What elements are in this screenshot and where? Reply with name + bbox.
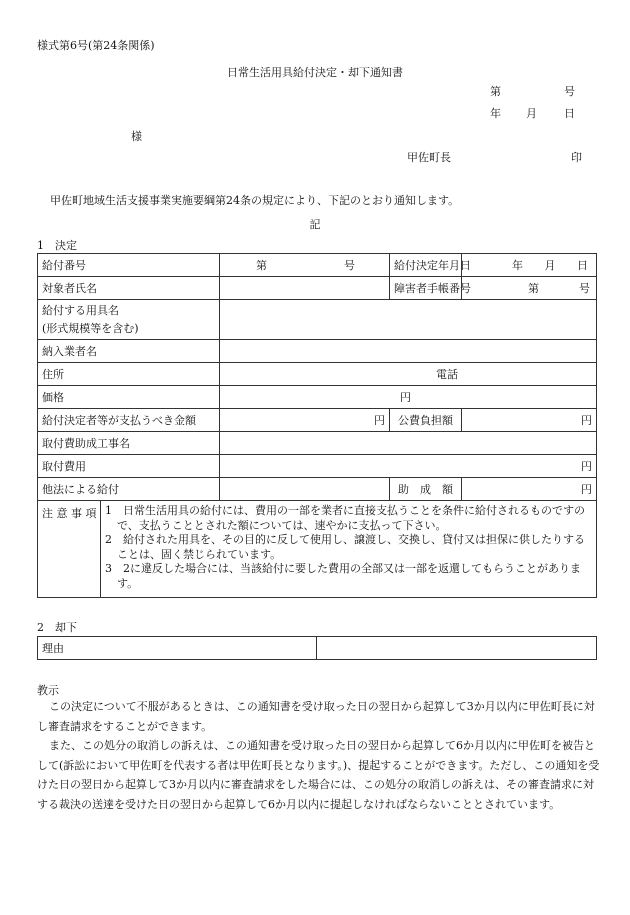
kyoji-paragraph-1: この決定について不服があるときは、この通知書を受け取った日の翌日から起算して3か月以内に甲佐町長に対し審査請求をすることができます。 (37, 700, 595, 733)
kyoji-heading: 教示 (37, 684, 59, 697)
kakaku-value (220, 386, 597, 409)
kyufu-bango-dai: 第 (256, 259, 267, 272)
date-month: 月 (526, 107, 537, 120)
kyufu-bango-go: 号 (344, 259, 355, 272)
row-reason (38, 637, 597, 660)
kyufu-date-day: 日 (577, 259, 588, 272)
section2-heading: 2 却下 (37, 621, 77, 634)
intro-text: 甲佐町地域生活支援事業実施要綱第24条の規定により、下記のとおり通知します。 (50, 194, 460, 207)
jusho-value (220, 363, 597, 386)
label-kohi: 公費負担額 (390, 409, 462, 432)
doc-number-dai: 第 (490, 85, 501, 98)
kyufu-date-year: 年 (512, 259, 523, 272)
torituke-kouji-value (220, 432, 597, 455)
note-item-1: 1 日常生活用具の給付には、費用の一部を業者に直接支払うことを条件に給付されるものですので、支払うこととされた額については、速やかに支払って下さい。 (105, 504, 585, 532)
label-josei: 助 成 額 (390, 478, 462, 501)
label-kyufu-bango: 給付番号 (38, 254, 220, 277)
rejection-table (37, 636, 597, 660)
row-notes (38, 501, 597, 598)
taho-value (220, 478, 390, 501)
form-number: 様式第6号(第24条関係) (37, 39, 155, 52)
label-kakaku: 価格 (38, 386, 220, 409)
yogu-value (220, 300, 597, 340)
techo-bango-value (462, 277, 597, 300)
issuer-name: 甲佐町長 (407, 151, 451, 164)
date-year: 年 (490, 107, 501, 120)
reason-value (317, 637, 597, 660)
notes-container (38, 501, 597, 598)
label-techo-bango: 障害者手帳番号 (390, 277, 462, 300)
seal-mark: 印 (571, 151, 582, 164)
notes-label: 注 意 事 項 (38, 501, 101, 597)
row-shiharai (38, 409, 597, 432)
torituke-hi-value: 円 (220, 455, 597, 478)
row-taishosha (38, 277, 597, 300)
kyufu-date-month: 月 (544, 259, 556, 272)
taishosha-value (220, 277, 390, 300)
label-kyufu-date: 給付決定年月日 (390, 254, 462, 277)
label-jusho: 住所 (38, 363, 220, 386)
row-yogu (38, 300, 597, 340)
nonyu-value (220, 340, 597, 363)
row-taho (38, 478, 597, 501)
techo-bango-go: 号 (579, 282, 590, 295)
kyufu-date-value (462, 254, 597, 277)
shiharai-value: 円 (220, 409, 390, 432)
row-kyufu-bango (38, 254, 597, 277)
notes-list (101, 501, 596, 597)
note-item-2: 2 給付された用具を、その目的に反して使用し、譲渡し、交換し、貸付又は担保に供したりすることは、固く禁じられています。 (105, 533, 585, 561)
section1-heading: 1 決定 (37, 239, 77, 252)
label-taho: 他法による給付 (38, 478, 220, 501)
label-nonyu: 納入業者名 (38, 340, 220, 363)
decision-table (37, 253, 597, 598)
note-item-3: 3 2に違反した場合には、当該給付に要した費用の全部又は一部を返還してもらうことがあります。 (105, 562, 581, 590)
label-shiharai: 給付決定者等が支払うべき金額 (38, 409, 220, 432)
label-yogu-main: 給付する用具名 (42, 303, 119, 317)
denwa-label: 電話 (436, 368, 458, 381)
josei-value: 円 (462, 478, 597, 501)
document-title: 日常生活用具給付決定・却下通知書 (227, 66, 403, 79)
label-taishosha: 対象者氏名 (38, 277, 220, 300)
kyufu-bango-value (220, 254, 390, 277)
row-jusho (38, 363, 597, 386)
ki-label: 記 (309, 218, 321, 231)
label-yogu-sub: (形式規模等を含む) (42, 321, 139, 335)
kyoji-paragraph-2: また、この処分の取消しの訴えは、この通知書を受け取った日の翌日から起算して6か月以内に甲佐町を被告として(訴訟において甲佐町を代表する者は甲佐町長となります。)、提起することができます。ただし、この通知を受けた日の翌日から起算して3か月以内に審査請求をした場合には、この処分の取消しの訴えは、その審査請求に対する裁決の送達を受けた日の翌日から起算して6か月以内に提起しなければならないこととされています。 (37, 739, 600, 811)
row-torituke-kouji (38, 432, 597, 455)
row-kakaku (38, 386, 597, 409)
kohi-value: 円 (462, 409, 597, 432)
label-torituke-kouji: 取付費助成工事名 (38, 432, 220, 455)
label-torituke-hi: 取付費用 (38, 455, 220, 478)
recipient-suffix: 様 (131, 130, 142, 143)
techo-bango-dai: 第 (528, 282, 539, 295)
label-yogu (38, 300, 220, 340)
doc-number-go: 号 (564, 85, 575, 98)
row-nonyu (38, 340, 597, 363)
row-torituke-hi (38, 455, 597, 478)
label-reason: 理由 (38, 637, 317, 660)
kakaku-en: 円 (400, 391, 411, 404)
date-day: 日 (564, 107, 575, 120)
